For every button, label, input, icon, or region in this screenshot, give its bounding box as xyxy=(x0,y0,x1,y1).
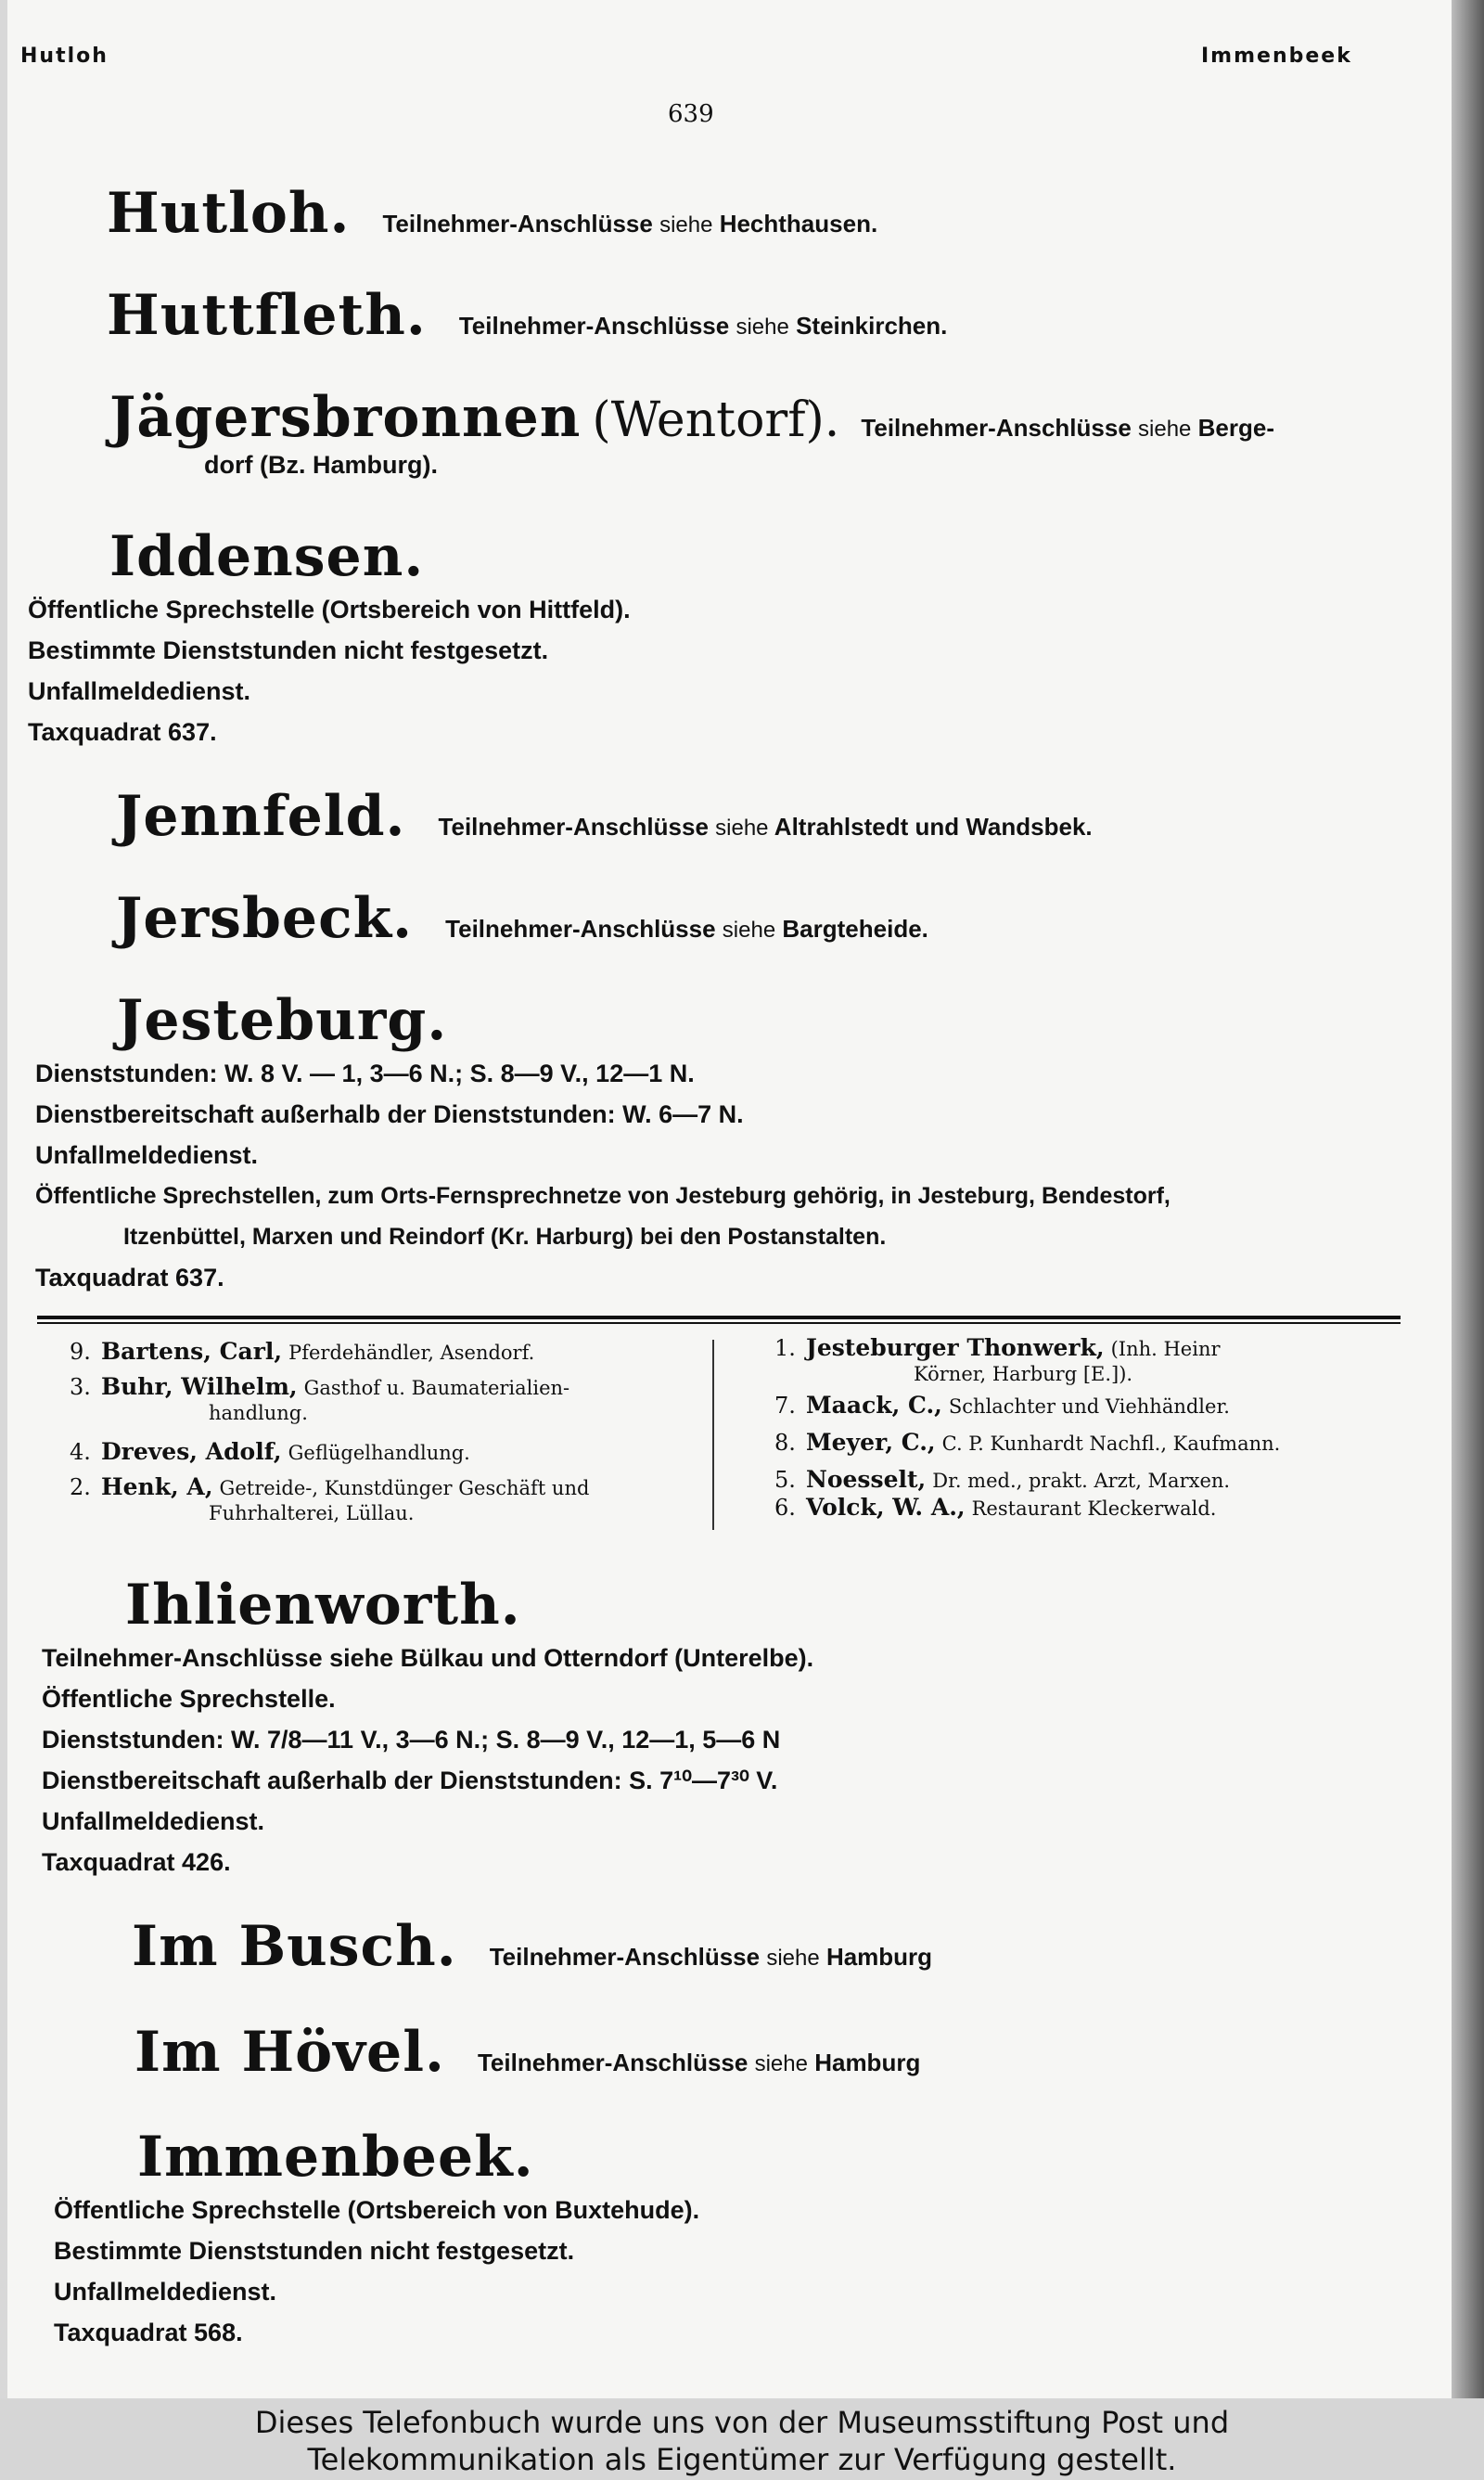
subscriber-number: 2. xyxy=(70,1474,91,1500)
cross-reference: Hamburg xyxy=(825,1943,933,1971)
page-binding-edge xyxy=(1452,0,1484,2398)
subscriber-columns xyxy=(65,1336,1401,1549)
cross-reference: Steinkirchen. xyxy=(796,312,948,340)
place-name: Hutloh. xyxy=(107,181,351,246)
detail-line: Öffentliche Sprechstelle. xyxy=(42,1685,336,1713)
entry-jennfeld xyxy=(116,784,1456,849)
subscriber-note: Teilnehmer-Anschlüsse xyxy=(458,312,730,340)
subscriber-note: Teilnehmer-Anschlüsse xyxy=(861,414,1132,442)
detail-line: Itzenbüttel, Marxen und Reindorf (Kr. Harburg) bei den Postanstalten. xyxy=(123,1224,887,1250)
subscriber-row xyxy=(774,1468,1230,1494)
detail-line: Bestimmte Dienststunden nicht festgesetzt. xyxy=(28,636,549,664)
place-name: Jersbeck. xyxy=(116,886,414,951)
place-name: Ihlienworth. xyxy=(125,1573,521,1638)
detail-line: Taxquadrat 568. xyxy=(54,2319,243,2346)
siehe-word: siehe xyxy=(722,918,776,943)
subscriber-row xyxy=(70,1440,470,1466)
subscriber-number: 7. xyxy=(774,1393,796,1419)
entry-ihlienworth xyxy=(42,1573,1456,1882)
entry-huttfleth xyxy=(107,283,1456,348)
detail-line: Unfallmeldedienst. xyxy=(54,2278,277,2306)
subscriber-name: Buhr, Wilhelm, xyxy=(101,1373,298,1400)
page-number: 639 xyxy=(668,100,714,128)
place-name: Iddensen. xyxy=(109,524,425,589)
subscriber-row xyxy=(774,1431,1280,1457)
siehe-word: siehe xyxy=(736,315,789,340)
entry-im-hoevel xyxy=(134,2020,1456,2085)
subscriber-number: 4. xyxy=(70,1439,91,1465)
detail-line: Dienstbereitschaft außerhalb der Dienststunden: W. 6—7 N. xyxy=(35,1100,744,1128)
place-name: Huttfleth. xyxy=(107,283,427,348)
entry-iddensen xyxy=(28,524,1456,752)
entry-immenbeek xyxy=(54,2125,1456,2353)
subscriber-name: Bartens, Carl, xyxy=(101,1338,283,1365)
place-name: Im Hövel. xyxy=(134,2020,445,2085)
subscriber-name: Maack, C., xyxy=(806,1392,942,1419)
double-rule xyxy=(37,1316,1401,1324)
cross-reference: Hechthausen. xyxy=(719,210,878,238)
subscriber-description-continued: Körner, Harburg [E.]). xyxy=(914,1363,1133,1385)
subscriber-description-continued: handlung. xyxy=(209,1402,308,1424)
entry-hutloh xyxy=(107,181,1456,246)
entry-jesteburg xyxy=(35,988,1456,1298)
cross-reference-continued: dorf (Bz. Hamburg). xyxy=(204,451,438,479)
place-name: Immenbeek. xyxy=(137,2125,534,2190)
subscriber-number: 3. xyxy=(70,1374,91,1400)
subscriber-number: 8. xyxy=(774,1430,796,1456)
detail-line: Dienststunden: W. 7/8—11 V., 3—6 N.; S. 8—9 V., 12—1, 5—6 N xyxy=(42,1726,781,1754)
subscriber-description: Gasthof u. Baumaterialien- xyxy=(303,1377,570,1399)
cross-reference: Altrahlstedt und Wandsbek. xyxy=(774,813,1093,841)
detail-line: Taxquadrat 426. xyxy=(42,1848,231,1876)
subscriber-number: 6. xyxy=(774,1495,796,1521)
detail-line: Bestimmte Dienststunden nicht festgesetzt. xyxy=(54,2237,575,2265)
subscriber-description: (Inh. Heinr xyxy=(1110,1338,1221,1360)
footer-line-2: Telekommunikation als Eigentümer zur Verfügung gestellt. xyxy=(307,2442,1177,2477)
subscriber-description: Pferdehändler, Asendorf. xyxy=(288,1342,535,1364)
subscriber-description-continued: Fuhrhalterei, Lüllau. xyxy=(209,1502,415,1524)
detail-line: Unfallmeldedienst. xyxy=(28,677,251,705)
footer-line-1: Dieses Telefonbuch wurde uns von der Museumsstiftung Post und xyxy=(254,2405,1230,2440)
subscriber-description: Restaurant Kleckerwald. xyxy=(971,1497,1217,1520)
detail-line: Öffentliche Sprechstelle (Ortsbereich von Hittfeld). xyxy=(28,596,631,623)
place-name: Jägersbronnen xyxy=(109,385,582,450)
subscriber-row xyxy=(70,1475,589,1525)
entry-im-busch xyxy=(132,1914,1456,1979)
siehe-word: siehe xyxy=(754,2051,808,2076)
detail-line: Teilnehmer-Anschlüsse siehe Bülkau und Otterndorf (Unterelbe). xyxy=(42,1644,814,1672)
subscriber-name: Volck, W. A., xyxy=(806,1494,966,1521)
siehe-word: siehe xyxy=(766,1946,820,1971)
page-left-edge xyxy=(0,0,7,2398)
subscriber-description: Dr. med., prakt. Arzt, Marxen. xyxy=(932,1470,1231,1492)
column-divider xyxy=(712,1340,714,1530)
entry-jaegersbronnen xyxy=(109,385,1456,485)
subscriber-row xyxy=(774,1394,1230,1420)
subscriber-row xyxy=(774,1336,1221,1386)
detail-line: Taxquadrat 637. xyxy=(28,718,217,746)
cross-reference: Hamburg xyxy=(814,2049,921,2076)
entry-jersbeck xyxy=(116,886,1456,951)
subscriber-number: 9. xyxy=(70,1339,91,1365)
subscriber-description: Schlachter und Viehhändler. xyxy=(948,1395,1230,1418)
subscriber-description: C. P. Kunhardt Nachfl., Kaufmann. xyxy=(941,1433,1281,1455)
siehe-word: siehe xyxy=(1138,417,1192,442)
running-head-right: Immenbeek xyxy=(1201,45,1352,68)
place-parenthetical: (Wentorf). xyxy=(592,392,840,448)
subscriber-note: Teilnehmer-Anschlüsse xyxy=(438,813,709,841)
subscriber-row xyxy=(70,1375,569,1425)
subscriber-description: Geflügelhandlung. xyxy=(288,1442,470,1464)
subscriber-note: Teilnehmer-Anschlüsse xyxy=(382,210,653,238)
subscriber-name: Noesselt, xyxy=(806,1466,927,1493)
place-name: Jesteburg. xyxy=(117,988,448,1053)
place-name: Im Busch. xyxy=(132,1914,457,1979)
place-name: Jennfeld. xyxy=(116,784,406,849)
subscriber-description: Getreide-, Kunstdünger Geschäft und xyxy=(219,1477,590,1499)
subscriber-name: Dreves, Adolf, xyxy=(101,1438,282,1465)
subscriber-note: Teilnehmer-Anschlüsse xyxy=(477,2049,748,2076)
detail-line: Unfallmeldedienst. xyxy=(42,1807,265,1835)
siehe-word: siehe xyxy=(659,212,713,238)
subscriber-number: 5. xyxy=(774,1467,796,1493)
subscriber-note: Teilnehmer-Anschlüsse xyxy=(489,1943,761,1971)
detail-line: Taxquadrat 637. xyxy=(35,1264,224,1291)
detail-line: Unfallmeldedienst. xyxy=(35,1141,259,1169)
siehe-word: siehe xyxy=(715,816,769,841)
detail-line: Öffentliche Sprechstellen, zum Orts-Fernsprechnetze von Jesteburg gehörig, in Jesteburg, Bendestorf, xyxy=(35,1183,1171,1209)
subscriber-name: Henk, A, xyxy=(101,1473,213,1500)
subscriber-row xyxy=(774,1496,1216,1522)
detail-line: Dienstbereitschaft außerhalb der Dienststunden: S. 7¹⁰—7³⁰ V. xyxy=(42,1767,778,1794)
cross-reference: Berge- xyxy=(1197,414,1274,442)
running-head-left: Hutloh xyxy=(20,45,109,68)
subscriber-name: Meyer, C., xyxy=(806,1429,936,1456)
footer-notice xyxy=(0,2398,1484,2480)
cross-reference: Bargteheide. xyxy=(782,915,928,943)
subscriber-row xyxy=(70,1340,534,1366)
detail-line: Öffentliche Sprechstelle (Ortsbereich von Buxtehude). xyxy=(54,2196,700,2224)
subscriber-note: Teilnehmer-Anschlüsse xyxy=(445,915,716,943)
subscriber-number: 1. xyxy=(774,1335,796,1361)
detail-line: Dienststunden: W. 8 V. — 1, 3—6 N.; S. 8—9 V., 12—1 N. xyxy=(35,1060,695,1087)
subscriber-name: Jesteburger Thonwerk, xyxy=(806,1334,1105,1361)
